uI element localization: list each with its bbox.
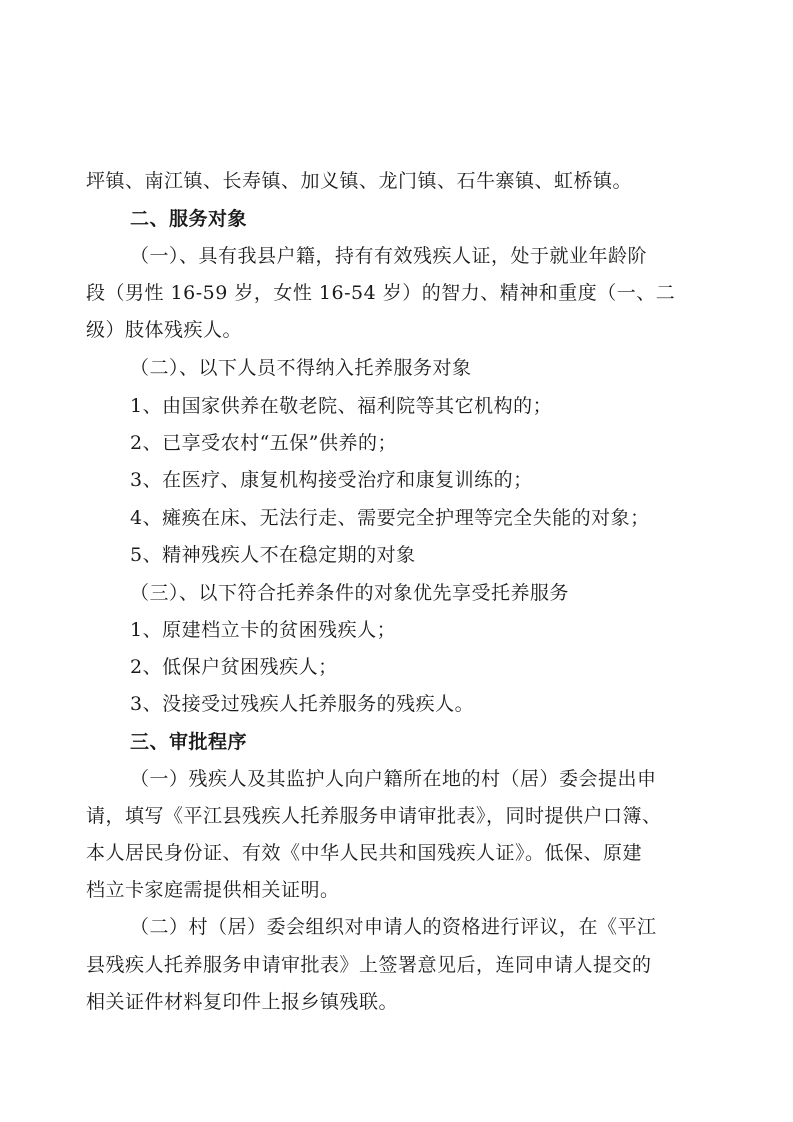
list-item-priority-2: 2、低保户贫困残疾人； [130,656,338,678]
paragraph-line-eligibility-3: 级）肢体残疾人。 [86,319,243,341]
paragraph-line-procedure-2c: 相关证件材料复印件上报乡镇残联。 [86,991,399,1013]
paragraph-line-procedure-1a: （一）残疾人及其监护人向户籍所在地的村（居）委会提出申 [130,768,657,790]
section-heading-approval-procedure: 三、审批程序 [130,731,248,753]
paragraph-line-eligibility-2: 段（男性 16-59 岁，女性 16-54 岁）的智力、精神和重度（一、二 [86,282,676,304]
section-heading-service-targets: 二、服务对象 [130,208,248,230]
paragraph-line-procedure-1d: 档立卡家庭需提供相关证明。 [86,879,340,901]
paragraph-line-procedure-2b: 县残疾人托养服务申请审批表》上签署意见后，连同申请人提交的 [86,954,652,976]
paragraph-line-procedure-1b: 请，填写《平江县残疾人托养服务申请审批表》，同时提供户口簿、 [86,805,662,827]
paragraph-line-procedure-2a: （二）村（居）委会组织对申请人的资格进行评议，在《平江 [130,916,657,938]
subheading-priority: （三）、以下符合托养条件的对象优先享受托养服务 [130,582,570,604]
paragraph-line-procedure-1c: 本人居民身份证、有效《中华人民共和国残疾人证》。低保、原建 [86,842,643,864]
list-item-priority-3: 3、没接受过残疾人托养服务的残疾人。 [130,693,475,715]
list-item-excluded-5: 5、精神残疾人不在稳定期的对象 [130,544,416,566]
list-item-priority-1: 1、原建档立卡的贫困残疾人； [130,619,397,641]
subheading-excluded: （二）、以下人员不得纳入托养服务对象 [130,357,472,379]
list-item-excluded-3: 3、在医疗、康复机构接受治疗和康复训练的； [130,469,533,491]
list-item-excluded-2: 2、已享受农村“五保”供养的； [130,432,398,454]
paragraph-line-towns: 坪镇、南江镇、长寿镇、加义镇、龙门镇、石牛寨镇、虹桥镇。 [86,170,633,192]
list-item-excluded-1: 1、由国家供养在敬老院、福利院等其它机构的； [130,395,553,417]
paragraph-line-eligibility-1: （一）、具有我县户籍，持有有效残疾人证，处于就业年龄阶 [130,245,648,267]
list-item-excluded-4: 4、瘫痪在床、无法行走、需要完全护理等完全失能的对象； [130,507,650,529]
